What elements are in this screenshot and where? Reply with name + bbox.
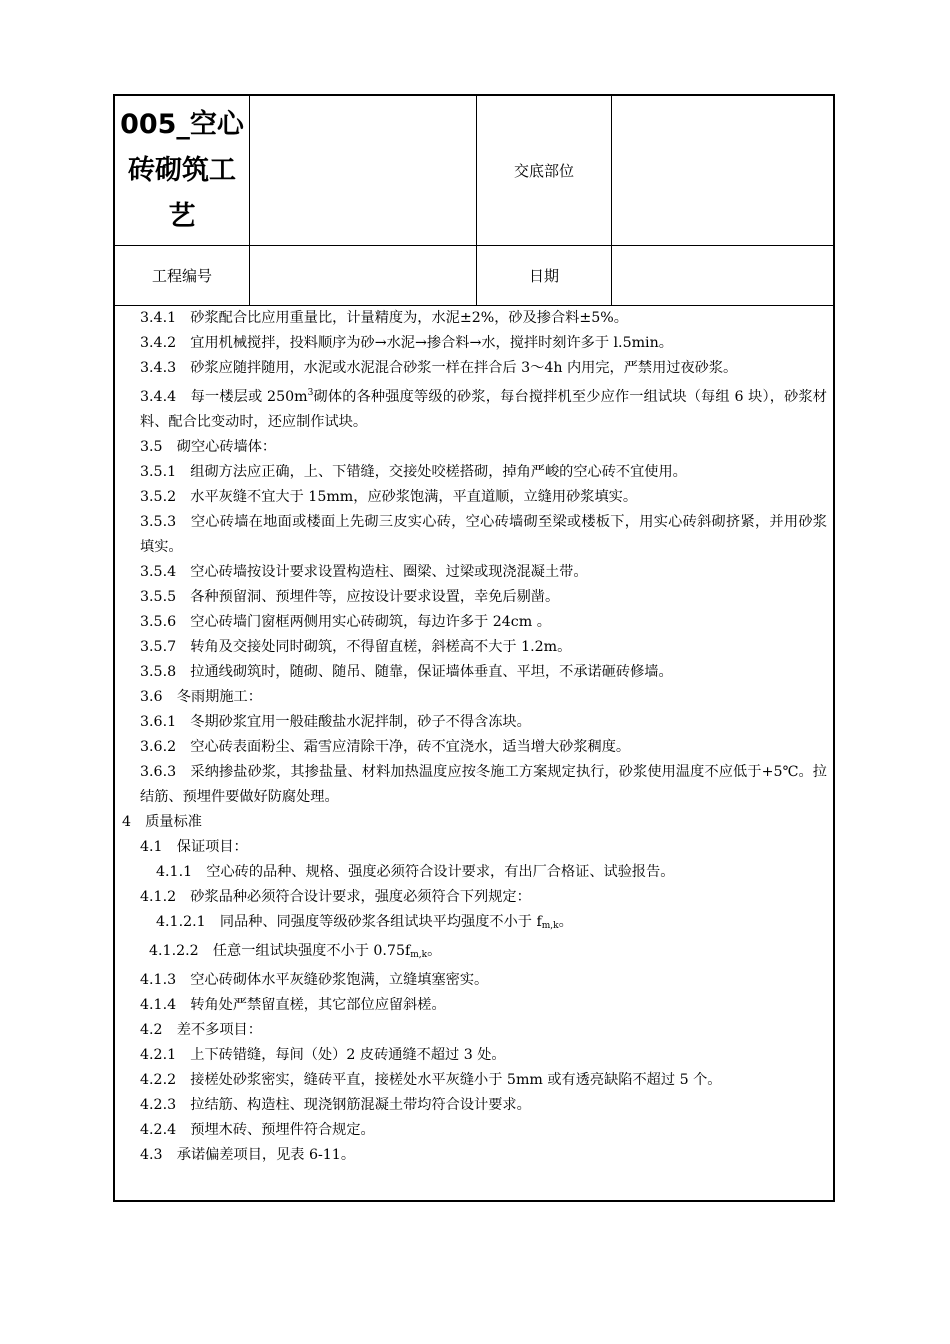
title-line-3: 艺: [168, 200, 196, 232]
subscript: m,k: [410, 950, 428, 960]
title-line-2: 砖砌筑工: [128, 154, 236, 186]
date-label: 日期: [528, 267, 559, 285]
document-title: [115, 96, 250, 246]
text-line: 4.3 承诺偏差项目，见表 6-11。: [140, 1147, 356, 1163]
location-label-cell: [477, 96, 612, 246]
text-line: 4.2.1 上下砖错缝，每间（处）2 皮砖通缝不超过 3 处。: [140, 1047, 506, 1063]
text-line: 3.4.1 砂浆配合比应用重量比，计量精度为，水泥±2%，砂及掺合料±5%。: [140, 310, 628, 326]
text-line: 4.1.4 转角处严禁留直槎，其它部位应留斜槎。: [140, 997, 446, 1013]
location-label: 交底部位: [513, 162, 574, 180]
text-line: 3.5.8 拉通线砌筑时，随砌、随吊、随靠，保证墙体垂直、平坦，不承诺砸砖修墙。: [140, 664, 673, 680]
text-paragraph: 3.6.3 采纳掺盐砂浆，其掺盐量、材料加热温度应按冬施工方案规定执行，砂浆使用温度不应低于+5℃。拉结筋、预埋件要做好防腐处理。: [140, 764, 827, 805]
text-span: 砌体的各种强度等级的砂浆，每台搅拌机至少应作一组试块（每组 6 块），砂浆材料、配合比变动时，还应制作试块。: [140, 389, 827, 430]
text-span: 3.4.4 每一楼层或 250m: [140, 389, 308, 405]
text-span: 。: [558, 914, 573, 930]
section-heading: 4.2 差不多项目：: [140, 1022, 262, 1038]
text-span: 。: [427, 943, 442, 959]
text-line: 3.5.6 空心砖墙门窗框两侧用实心砖砌筑，每边许多于 24cm 。: [140, 614, 551, 630]
text-line: 3.5.7 转角及交接处同时砌筑，不得留直槎，斜槎高不大于 1.2m。: [140, 639, 572, 655]
text-line: 3.6.2 空心砖表面粉尘、霜雪应清除干净，砖不宜浇水，适当增大砂浆稠度。: [140, 739, 631, 755]
text-line: 4.1.1 空心砖的品种、规格、强度必须符合设计要求，有出厂合格证、试验报告。: [156, 864, 675, 880]
text-line: [122, 910, 827, 939]
text-line: 3.4.2 宜用机械搅拌，投料顺序为砂→水泥→掺合料→水，搅拌时刻许多于 l.5min。: [140, 335, 673, 351]
project-no-label: 工程编号: [151, 267, 212, 285]
text-span: 4.1.2.1 同品种、同强度等级砂浆各组试块平均强度不小于 f: [156, 914, 542, 930]
text-line: 4.1.2 砂浆品种必须符合设计要求，强度必须符合下列规定：: [140, 889, 531, 905]
chapter-heading: 4 质量标准: [122, 814, 202, 830]
text-line: 4.2.2 接槎处砂浆密实，缝砖平直，接槎处水平灰缝小于 5mm 或有透亮缺陷不超过 5 个。: [140, 1072, 722, 1088]
title-line-1: 005_空心: [120, 108, 244, 140]
date-value-cell: [612, 246, 833, 306]
text-line: [122, 939, 827, 968]
section-heading: 4.1 保证项目：: [140, 839, 248, 855]
text-paragraph: 3.4.3 砂浆应随拌随用，水泥或水泥混合砂浆一样在拌合后 3～4h 内用完，严禁用过夜砂浆。: [140, 360, 738, 376]
text-line: 4.2.4 预埋木砖、预埋件符合规定。: [140, 1122, 375, 1138]
text-line: 4.1.3 空心砖砌体水平灰缝砂浆饱满，立缝填塞密实。: [140, 972, 489, 988]
section-heading: 3.5 砌空心砖墙体：: [140, 439, 277, 455]
text-span: 4.1.2.2 任意一组试块强度不小于 0.75f: [149, 943, 411, 959]
subscript: m,k: [541, 921, 559, 931]
text-line: 3.6.1 冬期砂浆宜用一般硅酸盐水泥拌制，砂子不得含冻块。: [140, 714, 531, 730]
title-value-cell: [250, 96, 477, 246]
section-heading: 3.6 冬雨期施工：: [140, 689, 262, 705]
project-no-value-cell: [250, 246, 477, 306]
superscript: 3: [307, 388, 314, 398]
project-no-label-cell: [115, 246, 250, 306]
disclosure-form: [113, 94, 835, 1202]
location-value-cell: [612, 96, 833, 246]
text-line: 3.5.4 空心砖墙按设计要求设置构造柱、圈梁、过梁或现浇混凝土带。: [140, 564, 588, 580]
body-content: [115, 306, 833, 1168]
text-paragraph: [122, 381, 827, 435]
text-line: 4.2.3 拉结筋、构造柱、现浇钢筋混凝土带均符合设计要求。: [140, 1097, 531, 1113]
date-label-cell: [477, 246, 612, 306]
text-line: 3.5.2 水平灰缝不宜大于 15mm，应砂浆饱满，平直道顺，立缝用砂浆填实。: [140, 489, 638, 505]
text-line: 3.5.5 各种预留洞、预埋件等，应按设计要求设置，幸免后剔凿。: [140, 589, 560, 605]
text-line: 3.5.1 组砌方法应正确，上、下错缝，交接处咬槎搭砌，掉角严峻的空心砖不宜使用。: [140, 464, 687, 480]
text-paragraph: 3.5.3 空心砖墙在地面或楼面上先砌三皮实心砖，空心砖墙砌至梁或楼板下，用实心砖斜砌挤紧，并用砂浆填实。: [140, 514, 827, 555]
